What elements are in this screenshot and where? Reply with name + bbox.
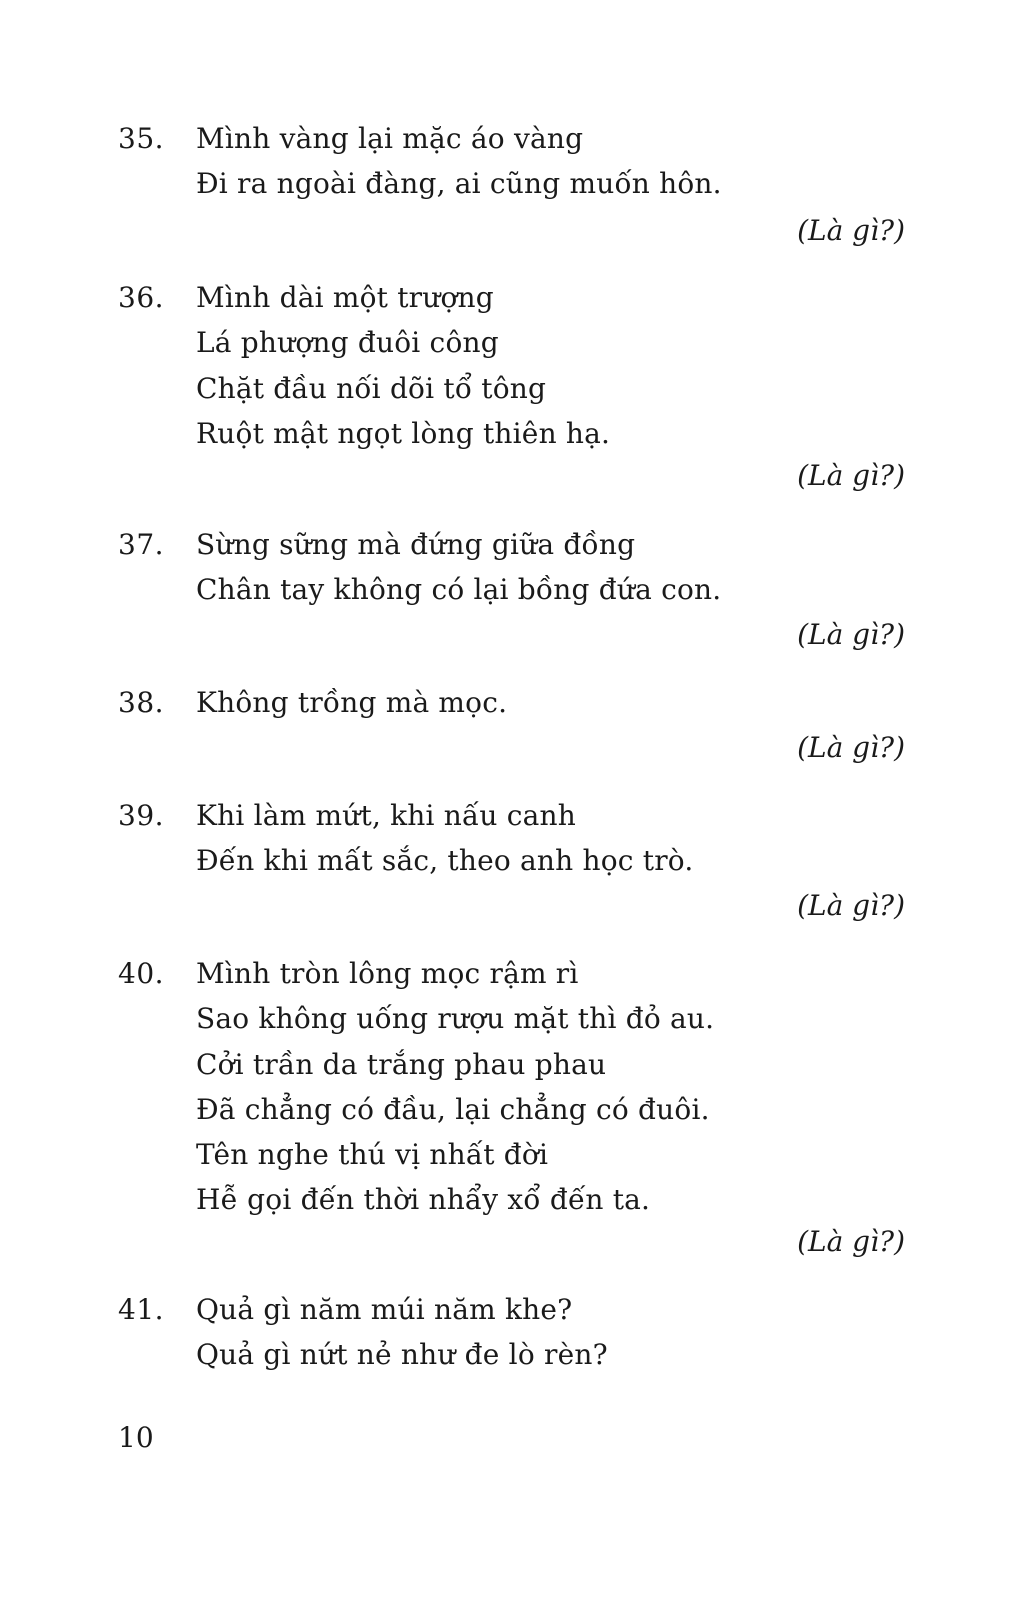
riddle-line: Không trồng mà mọc. [196, 686, 508, 719]
riddle-line: Mình vàng lại mặc áo vàng [196, 122, 584, 155]
riddle-line: Đến khi mất sắc, theo anh học trò. [196, 844, 694, 878]
riddle-lines [196, 1287, 896, 1378]
riddle-number: 41. [118, 1293, 165, 1326]
riddle-line: Cởi trần da trắng phau phau [196, 1047, 607, 1081]
riddle-answer-prompt: (Là gì?) [797, 214, 905, 247]
riddle-number: 38. [118, 686, 165, 719]
riddle-lines [196, 522, 896, 613]
riddle-number: 37. [118, 528, 165, 561]
riddle-lines [196, 793, 896, 884]
riddle-lines [196, 951, 896, 1223]
riddle-line: Khi làm mứt, khi nấu canh [196, 799, 576, 832]
riddle-answer-prompt: (Là gì?) [797, 1225, 905, 1258]
riddle-line: Sừng sững mà đứng giữa đồng [196, 528, 636, 561]
riddle-line: Quả gì năm múi năm khe? [196, 1293, 573, 1326]
riddle-answer-prompt: (Là gì?) [797, 618, 905, 651]
riddle-answer-prompt: (Là gì?) [797, 459, 905, 492]
riddle-line: Lá phượng đuôi công [196, 326, 499, 360]
riddle-answer-prompt: (Là gì?) [797, 889, 905, 922]
riddle-lines [196, 116, 896, 207]
riddle-line: Quả gì nứt nẻ như đe lò rèn? [196, 1338, 608, 1372]
riddle-number: 35. [118, 122, 165, 155]
riddle-number: 39. [118, 799, 165, 832]
riddle-number: 36. [118, 281, 165, 314]
riddle-line: Chân tay không có lại bồng đứa con. [196, 573, 722, 607]
riddle-line: Mình dài một trượng [196, 281, 494, 314]
riddle-number: 40. [118, 957, 165, 990]
riddle-line: Sao không uống rượu mặt thì đỏ au. [196, 1002, 715, 1036]
riddle-line: Đi ra ngoài đàng, ai cũng muốn hôn. [196, 167, 722, 201]
riddle-line: Chặt đầu nối dõi tổ tông [196, 371, 547, 405]
riddle-line: Mình tròn lông mọc rậm rì [196, 957, 579, 990]
riddle-line: Tên nghe thú vị nhất đời [196, 1138, 549, 1172]
riddle-line: Hễ gọi đến thời nhẩy xổ đến ta. [196, 1183, 651, 1217]
riddle-answer-prompt: (Là gì?) [797, 731, 905, 764]
riddle-line: Ruột mật ngọt lòng thiên hạ. [196, 416, 611, 450]
page-number: 10 [118, 1421, 154, 1454]
riddle-lines [196, 680, 896, 725]
riddle-line: Đã chẳng có đầu, lại chẳng có đuôi. [196, 1092, 710, 1126]
riddle-lines [196, 275, 896, 456]
